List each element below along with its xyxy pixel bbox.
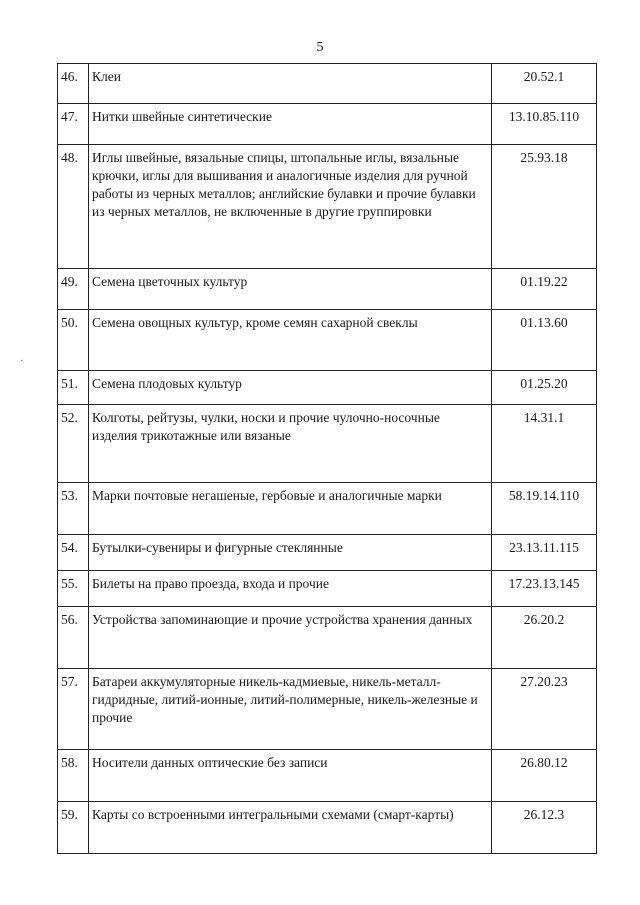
row-number: 55. — [58, 571, 89, 607]
row-name: Билеты на право проезда, входа и прочие — [89, 571, 492, 607]
table-row — [58, 483, 597, 535]
goods-table — [57, 63, 597, 854]
table-row — [58, 64, 597, 104]
table-row — [58, 535, 597, 571]
row-number: 59. — [58, 802, 89, 854]
row-number: 56. — [58, 607, 89, 669]
table-row — [58, 310, 597, 371]
table-row — [58, 750, 597, 802]
row-name: Карты со встроенными интегральными схемами (смарт-карты) — [89, 802, 492, 854]
row-name: Бутылки-сувениры и фигурные стеклянные — [89, 535, 492, 571]
row-number: 52. — [58, 405, 89, 483]
row-name: Семена цветочных культур — [89, 269, 492, 310]
page-number: 5 — [316, 40, 324, 55]
row-name: Марки почтовые негашеные, гербовые и аналогичные марки — [89, 483, 492, 535]
table-row — [58, 371, 597, 405]
row-code: 58.19.14.110 — [492, 483, 597, 535]
row-code: 25.93.18 — [492, 145, 597, 269]
table-row — [58, 104, 597, 145]
row-code: 17.23.13.145 — [492, 571, 597, 607]
row-number: 48. — [58, 145, 89, 269]
table-row — [58, 802, 597, 854]
row-code: 13.10.85.110 — [492, 104, 597, 145]
row-code: 23.13.11.115 — [492, 535, 597, 571]
row-name: Семена овощных культур, кроме семян сахарной свеклы — [89, 310, 492, 371]
table-row — [58, 669, 597, 750]
row-number: 47. — [58, 104, 89, 145]
row-code: 26.20.2 — [492, 607, 597, 669]
row-number: 51. — [58, 371, 89, 405]
row-code: 26.12.3 — [492, 802, 597, 854]
table-row — [58, 607, 597, 669]
row-code: 27.20.23 — [492, 669, 597, 750]
table-row — [58, 405, 597, 483]
row-number: 49. — [58, 269, 89, 310]
row-code: 20.52.1 — [492, 64, 597, 104]
row-number: 53. — [58, 483, 89, 535]
row-number: 58. — [58, 750, 89, 802]
row-name: Колготы, рейтузы, чулки, носки и прочие чулочно-носочные изделия трикотажные или вязаные — [89, 405, 492, 483]
row-name: Нитки швейные синтетические — [89, 104, 492, 145]
row-name: Батареи аккумуляторные никель-кадмиевые, никель-металл-гидридные, литий-ионные, литий-полимерные, никель-железные и прочие — [89, 669, 492, 750]
row-code: 26.80.12 — [492, 750, 597, 802]
scan-speck-mark: · — [20, 355, 24, 367]
row-number: 54. — [58, 535, 89, 571]
row-name: Семена плодовых культур — [89, 371, 492, 405]
table-row — [58, 145, 597, 269]
row-name: Клеи — [89, 64, 492, 104]
row-code: 01.19.22 — [492, 269, 597, 310]
row-number: 50. — [58, 310, 89, 371]
table-row — [58, 269, 597, 310]
row-name: Иглы швейные, вязальные спицы, штопальные иглы, вязальные крючки, иглы для вышивания и аналогичные изделия для ручной работы из черных металлов; английские булавки и прочие булавки из черных металлов, не включенные в другие группировки — [89, 145, 492, 269]
row-number: 57. — [58, 669, 89, 750]
row-number: 46. — [58, 64, 89, 104]
row-name: Устройства запоминающие и прочие устройства хранения данных — [89, 607, 492, 669]
row-code: 01.13.60 — [492, 310, 597, 371]
row-name: Носители данных оптические без записи — [89, 750, 492, 802]
table-row — [58, 571, 597, 607]
row-code: 14.31.1 — [492, 405, 597, 483]
row-code: 01.25.20 — [492, 371, 597, 405]
